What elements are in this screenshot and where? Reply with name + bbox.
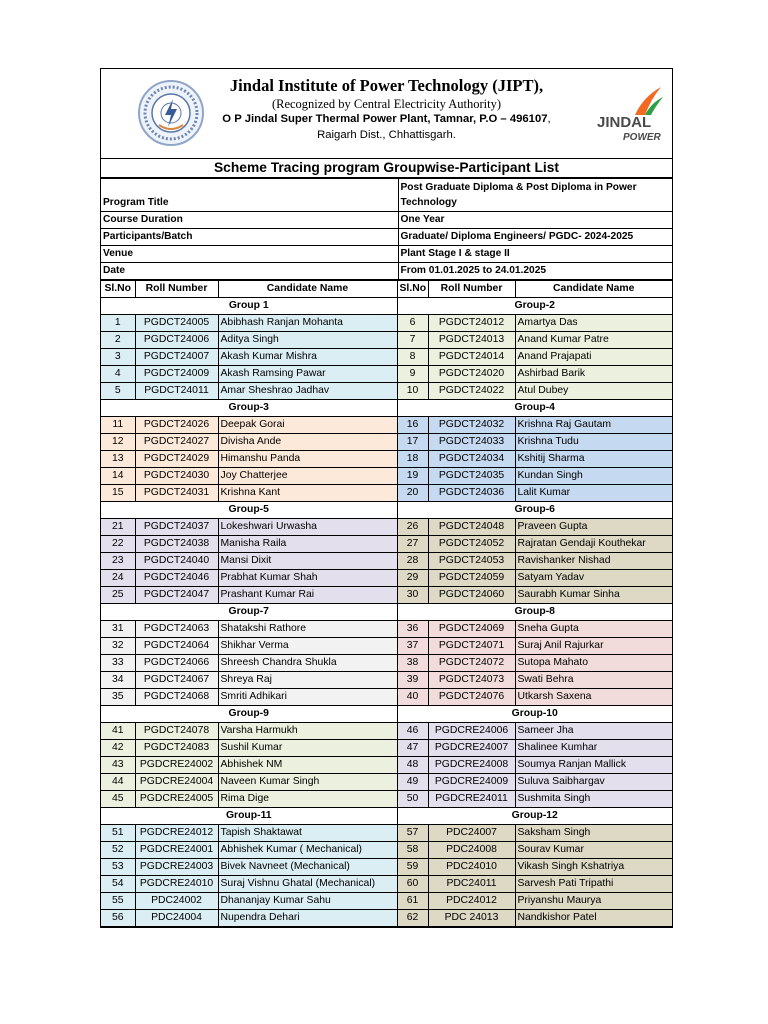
serial-number: 46: [397, 723, 428, 740]
serial-number: 25: [101, 587, 135, 604]
serial-number: 48: [397, 757, 428, 774]
venue-label: Venue: [101, 246, 398, 263]
serial-number: 28: [397, 553, 428, 570]
serial-number: 54: [101, 876, 135, 893]
group-title: Group-5: [101, 502, 397, 519]
candidate-name: Bivek Navneet (Mechanical): [218, 859, 397, 876]
roll-number: PGDCT24031: [135, 485, 218, 502]
participants-label: Participants/Batch: [101, 229, 398, 246]
serial-number: 6: [397, 315, 428, 332]
candidate-name: Abibhash Ranjan Mohanta: [218, 315, 397, 332]
course-duration-label: Course Duration: [101, 212, 398, 229]
serial-number: 31: [101, 621, 135, 638]
roll-number: PGDCT24013: [428, 332, 515, 349]
group-title: Group-3: [101, 400, 397, 417]
roll-number: PGDCT24026: [135, 417, 218, 434]
group-title: Group-9: [101, 706, 397, 723]
serial-number: 17: [397, 434, 428, 451]
roll-number: PGDCT24072: [428, 655, 515, 672]
roll-number: PGDCT24007: [135, 349, 218, 366]
jindal-logo-text: JINDAL: [597, 114, 652, 131]
table-row: [101, 672, 672, 689]
group-title-row: [101, 502, 672, 519]
serial-number: 41: [101, 723, 135, 740]
table-row: [101, 468, 672, 485]
serial-number: 51: [101, 825, 135, 842]
candidate-name: Shreya Raj: [218, 672, 397, 689]
candidate-name: Saksham Singh: [515, 825, 672, 842]
candidate-name: Lalit Kumar: [515, 485, 672, 502]
candidate-name: Sarvesh Pati Tripathi: [515, 876, 672, 893]
serial-number: 5: [101, 383, 135, 400]
program-title-value: Post Graduate Diploma & Post Diploma in Power Technology: [398, 179, 672, 212]
roll-number: PGDCT24012: [428, 315, 515, 332]
serial-number: 40: [397, 689, 428, 706]
serial-number: 12: [101, 434, 135, 451]
serial-number: 27: [397, 536, 428, 553]
slno-header: Sl.No: [101, 281, 135, 298]
serial-number: 56: [101, 910, 135, 927]
serial-number: 4: [101, 366, 135, 383]
candidate-name: Manisha Raila: [218, 536, 397, 553]
roll-number: PDC 24013: [428, 910, 515, 927]
table-row: [101, 621, 672, 638]
table-row: [101, 417, 672, 434]
table-row: [101, 740, 672, 757]
candidate-name: Tapish Shaktawat: [218, 825, 397, 842]
roll-number: PDC24007: [428, 825, 515, 842]
roll-number: PGDCRE24010: [135, 876, 218, 893]
venue-row: [101, 246, 672, 263]
group-title: Group-7: [101, 604, 397, 621]
serial-number: 10: [397, 383, 428, 400]
table-row: [101, 587, 672, 604]
serial-number: 23: [101, 553, 135, 570]
institute-header: [101, 69, 672, 159]
candidate-name: Sushil Kumar: [218, 740, 397, 757]
candidate-name: Lokeshwari Urwasha: [218, 519, 397, 536]
course-duration-value: One Year: [398, 212, 672, 229]
serial-number: 15: [101, 485, 135, 502]
candidate-name: Naveen Kumar Singh: [218, 774, 397, 791]
group-title: Group-2: [397, 298, 672, 315]
participants-row: [101, 229, 672, 246]
roll-number: PGDCT24006: [135, 332, 218, 349]
serial-number: 30: [397, 587, 428, 604]
table-row: [101, 689, 672, 706]
roll-number: PGDCT24027: [135, 434, 218, 451]
group-title-row: [101, 400, 672, 417]
serial-number: 16: [397, 417, 428, 434]
serial-number: 11: [101, 417, 135, 434]
table-row: [101, 485, 672, 502]
candidate-name: Deepak Gorai: [218, 417, 397, 434]
candidate-name: Saurabh Kumar Sinha: [515, 587, 672, 604]
roll-number: PGDCRE24004: [135, 774, 218, 791]
serial-number: 8: [397, 349, 428, 366]
roll-number: PGDCT24063: [135, 621, 218, 638]
roll-number: PGDCT24005: [135, 315, 218, 332]
table-row: [101, 910, 672, 927]
candidate-name: Shikhar Verma: [218, 638, 397, 655]
table-row: [101, 791, 672, 808]
candidate-name: Divisha Ande: [218, 434, 397, 451]
serial-number: 34: [101, 672, 135, 689]
roll-number-header: Roll Number: [428, 281, 515, 298]
candidate-name: Krishna Tudu: [515, 434, 672, 451]
group-title: Group-4: [397, 400, 672, 417]
serial-number: 29: [397, 570, 428, 587]
candidate-name: Himanshu Panda: [218, 451, 397, 468]
roll-number: PGDCT24068: [135, 689, 218, 706]
candidate-name: Priyanshu Maurya: [515, 893, 672, 910]
candidate-name: Shreesh Chandra Shukla: [218, 655, 397, 672]
serial-number: 60: [397, 876, 428, 893]
roll-number: PGDCRE24007: [428, 740, 515, 757]
group-title-row: [101, 808, 672, 825]
candidate-name: Suraj Vishnu Ghatal (Mechanical): [218, 876, 397, 893]
roll-number: PGDCT24046: [135, 570, 218, 587]
program-title-label: Program Title: [101, 179, 398, 212]
serial-number: 32: [101, 638, 135, 655]
candidate-name-header: Candidate Name: [218, 281, 397, 298]
roll-number: PGDCT24078: [135, 723, 218, 740]
roll-number: PGDCT24035: [428, 468, 515, 485]
candidate-name: Ravishanker Nishad: [515, 553, 672, 570]
program-title-row: [101, 179, 672, 212]
candidate-name: Suraj Anil Rajurkar: [515, 638, 672, 655]
table-row: [101, 383, 672, 400]
roll-number: PGDCT24067: [135, 672, 218, 689]
serial-number: 22: [101, 536, 135, 553]
table-row: [101, 553, 672, 570]
candidate-name: Suluva Saibhargav: [515, 774, 672, 791]
table-row: [101, 536, 672, 553]
serial-number: 42: [101, 740, 135, 757]
candidate-name: Kundan Singh: [515, 468, 672, 485]
date-label: Date: [101, 263, 398, 280]
address-comma: ,: [547, 113, 551, 125]
serial-number: 36: [397, 621, 428, 638]
candidate-name: Satyam Yadav: [515, 570, 672, 587]
participant-list-sheet: [100, 68, 673, 928]
candidate-name: Nandkishor Patel: [515, 910, 672, 927]
groups-table: [101, 280, 672, 927]
candidate-name: Kshitij Sharma: [515, 451, 672, 468]
serial-number: 26: [397, 519, 428, 536]
list-title: Scheme Tracing program Groupwise-Participant List: [101, 159, 672, 178]
serial-number: 24: [101, 570, 135, 587]
table-row: [101, 366, 672, 383]
group-title: Group-11: [101, 808, 397, 825]
roll-number: PGDCT24040: [135, 553, 218, 570]
serial-number: 52: [101, 842, 135, 859]
serial-number: 14: [101, 468, 135, 485]
roll-number: PGDCT24036: [428, 485, 515, 502]
roll-number: PGDCT24071: [428, 638, 515, 655]
candidate-name: Sutopa Mahato: [515, 655, 672, 672]
course-duration-row: [101, 212, 672, 229]
candidate-name: Anand Kumar Patre: [515, 332, 672, 349]
institute-recognition: (Recognized by Central Electricity Authority): [271, 97, 502, 111]
serial-number: 57: [397, 825, 428, 842]
serial-number: 7: [397, 332, 428, 349]
address-line-1: O P Jindal Super Thermal Power Plant, Tamnar, P.O – 496107: [222, 113, 548, 125]
serial-number: 21: [101, 519, 135, 536]
roll-number: PDC24002: [135, 893, 218, 910]
roll-number: PGDCT24014: [428, 349, 515, 366]
roll-number: PGDCT24032: [428, 417, 515, 434]
candidate-name: Sushmita Singh: [515, 791, 672, 808]
date-value: From 01.01.2025 to 24.01.2025: [398, 263, 672, 280]
roll-number: PGDCRE24002: [135, 757, 218, 774]
candidate-name: Ashirbad Barik: [515, 366, 672, 383]
candidate-name: Amartya Das: [515, 315, 672, 332]
group-title: Group-6: [397, 502, 672, 519]
roll-number: PGDCT24011: [135, 383, 218, 400]
roll-number: PGDCRE24008: [428, 757, 515, 774]
roll-number-header: Roll Number: [135, 281, 218, 298]
table-row: [101, 570, 672, 587]
roll-number: PGDCT24060: [428, 587, 515, 604]
candidate-name: Vikash Singh Kshatriya: [515, 859, 672, 876]
candidate-name: Joy Chatterjee: [218, 468, 397, 485]
roll-number: PGDCT24034: [428, 451, 515, 468]
venue-value: Plant Stage I & stage II: [398, 246, 672, 263]
table-row: [101, 842, 672, 859]
candidate-name: Rajratan Gendaji Kouthekar: [515, 536, 672, 553]
candidate-name: Akash Kumar Mishra: [218, 349, 397, 366]
serial-number: 3: [101, 349, 135, 366]
candidate-name: Shatakshi Rathore: [218, 621, 397, 638]
serial-number: 44: [101, 774, 135, 791]
roll-number: PGDCT24020: [428, 366, 515, 383]
table-row: [101, 859, 672, 876]
group-title-row: [101, 604, 672, 621]
roll-number: PGDCRE24001: [135, 842, 218, 859]
candidate-name: Swati Behra: [515, 672, 672, 689]
roll-number: PGDCT24052: [428, 536, 515, 553]
group-title: Group-8: [397, 604, 672, 621]
candidate-name: Utkarsh Saxena: [515, 689, 672, 706]
serial-number: 1: [101, 315, 135, 332]
roll-number: PGDCT24076: [428, 689, 515, 706]
serial-number: 50: [397, 791, 428, 808]
group-title: Group 1: [101, 298, 397, 315]
roll-number: PGDCT24053: [428, 553, 515, 570]
candidate-name: Abhishek Kumar ( Mechanical): [218, 842, 397, 859]
roll-number: PGDCT24009: [135, 366, 218, 383]
serial-number: 61: [397, 893, 428, 910]
candidate-name: Smriti Adhikari: [218, 689, 397, 706]
table-row: [101, 519, 672, 536]
address-line-2: Raigarh Dist., Chhattisgarh.: [317, 129, 456, 141]
roll-number: PGDCT24030: [135, 468, 218, 485]
serial-number: 20: [397, 485, 428, 502]
institute-address: [101, 113, 672, 125]
candidate-name: Abhishek NM: [218, 757, 397, 774]
roll-number: PDC24008: [428, 842, 515, 859]
group-title: Group-12: [397, 808, 672, 825]
candidate-name: Rima Dige: [218, 791, 397, 808]
serial-number: 58: [397, 842, 428, 859]
roll-number: PGDCT24037: [135, 519, 218, 536]
candidate-name: Anand Prajapati: [515, 349, 672, 366]
jindal-power-logo: [595, 83, 665, 145]
candidate-name: Prabhat Kumar Shah: [218, 570, 397, 587]
power-logo-text: POWER: [623, 132, 661, 143]
candidate-name: Akash Ramsing Pawar: [218, 366, 397, 383]
serial-number: 2: [101, 332, 135, 349]
roll-number: PGDCT24069: [428, 621, 515, 638]
table-row: [101, 757, 672, 774]
participants-value: Graduate/ Diploma Engineers/ PGDC- 2024-2025: [398, 229, 672, 246]
serial-number: 38: [397, 655, 428, 672]
candidate-name: Krishna Kant: [218, 485, 397, 502]
institute-name: Jindal Institute of Power Technology (JIPT),: [229, 76, 544, 95]
serial-number: 45: [101, 791, 135, 808]
roll-number: PGDCRE24005: [135, 791, 218, 808]
candidate-name: Sourav Kumar: [515, 842, 672, 859]
roll-number: PGDCRE24012: [135, 825, 218, 842]
table-row: [101, 434, 672, 451]
candidate-name: Prashant Kumar Rai: [218, 587, 397, 604]
serial-number: 39: [397, 672, 428, 689]
roll-number: PGDCT24048: [428, 519, 515, 536]
roll-number: PGDCT24029: [135, 451, 218, 468]
roll-number: PGDCRE24003: [135, 859, 218, 876]
serial-number: 59: [397, 859, 428, 876]
program-info-table: [101, 178, 672, 280]
candidate-name: Krishna Raj Gautam: [515, 417, 672, 434]
candidate-name: Aditya Singh: [218, 332, 397, 349]
serial-number: 43: [101, 757, 135, 774]
candidate-name-header: Candidate Name: [515, 281, 672, 298]
roll-number: PGDCRE24006: [428, 723, 515, 740]
group-title-row: [101, 298, 672, 315]
table-row: [101, 893, 672, 910]
roll-number: PGDCT24066: [135, 655, 218, 672]
candidate-name: Amar Sheshrao Jadhav: [218, 383, 397, 400]
table-row: [101, 825, 672, 842]
roll-number: PDC24012: [428, 893, 515, 910]
roll-number: PGDCRE24009: [428, 774, 515, 791]
serial-number: 18: [397, 451, 428, 468]
candidate-name: Shalinee Kumhar: [515, 740, 672, 757]
roll-number: PGDCT24022: [428, 383, 515, 400]
table-row: [101, 655, 672, 672]
group-title-row: [101, 706, 672, 723]
column-header-row: [101, 281, 672, 298]
roll-number: PGDCT24083: [135, 740, 218, 757]
serial-number: 33: [101, 655, 135, 672]
serial-number: 55: [101, 893, 135, 910]
group-title: Group-10: [397, 706, 672, 723]
roll-number: PGDCT24033: [428, 434, 515, 451]
roll-number: PGDCRE24011: [428, 791, 515, 808]
serial-number: 35: [101, 689, 135, 706]
table-row: [101, 774, 672, 791]
slno-header: Sl.No: [397, 281, 428, 298]
roll-number: PGDCT24064: [135, 638, 218, 655]
roll-number: PGDCT24038: [135, 536, 218, 553]
roll-number: PDC24010: [428, 859, 515, 876]
serial-number: 49: [397, 774, 428, 791]
candidate-name: Praveen Gupta: [515, 519, 672, 536]
serial-number: 19: [397, 468, 428, 485]
table-row: [101, 332, 672, 349]
serial-number: 9: [397, 366, 428, 383]
roll-number: PGDCT24059: [428, 570, 515, 587]
table-row: [101, 451, 672, 468]
candidate-name: Varsha Harmukh: [218, 723, 397, 740]
candidate-name: Soumya Ranjan Mallick: [515, 757, 672, 774]
table-row: [101, 349, 672, 366]
candidate-name: Dhananjay Kumar Sahu: [218, 893, 397, 910]
serial-number: 13: [101, 451, 135, 468]
roll-number: PGDCT24047: [135, 587, 218, 604]
table-row: [101, 723, 672, 740]
serial-number: 62: [397, 910, 428, 927]
serial-number: 47: [397, 740, 428, 757]
serial-number: 53: [101, 859, 135, 876]
candidate-name: Sameer Jha: [515, 723, 672, 740]
roll-number: PDC24004: [135, 910, 218, 927]
date-row: [101, 263, 672, 280]
candidate-name: Nupendra Dehari: [218, 910, 397, 927]
table-row: [101, 876, 672, 893]
table-row: [101, 638, 672, 655]
roll-number: PDC24011: [428, 876, 515, 893]
serial-number: 37: [397, 638, 428, 655]
table-row: [101, 315, 672, 332]
candidate-name: Mansi Dixit: [218, 553, 397, 570]
roll-number: PGDCT24073: [428, 672, 515, 689]
candidate-name: Atul Dubey: [515, 383, 672, 400]
candidate-name: Sneha Gupta: [515, 621, 672, 638]
